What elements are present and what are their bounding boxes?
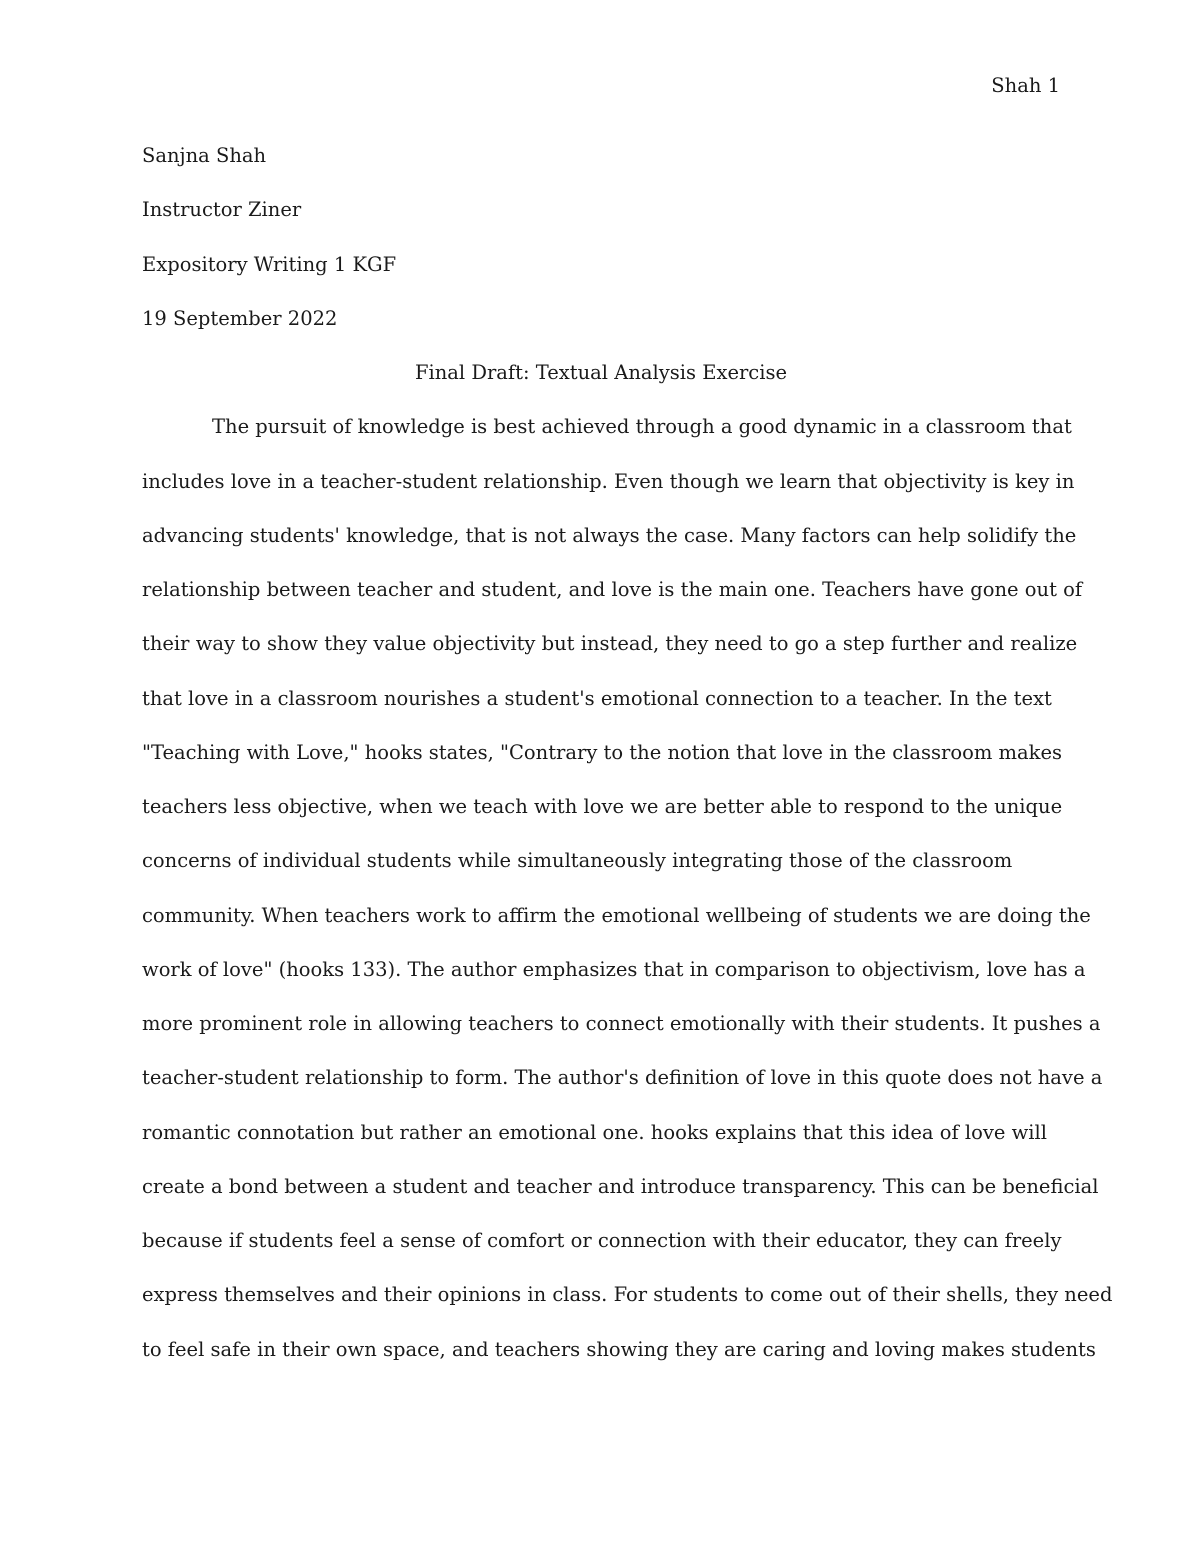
paragraph-line: that love in a classroom nourishes a student's emotional connection to a teacher. In the text [142, 686, 1052, 710]
course-name: Expository Writing 1 KGF [142, 252, 397, 276]
paragraph-line: relationship between teacher and student, and love is the main one. Teachers have gone out of [142, 578, 1083, 601]
body-paragraph [142, 413, 1113, 1390]
paragraph-line: advancing students' knowledge, that is not always the case. Many factors can help solidify the [142, 523, 1077, 547]
paragraph-line: more prominent role in allowing teachers to connect emotionally with their students. It pushes a [142, 1012, 1101, 1035]
paragraph-line: teacher-student relationship to form. The author's definition of love in this quote does not have a [142, 1066, 1103, 1090]
paragraph-line: concerns of individual students while simultaneously integrating those of the classroom [142, 849, 1013, 873]
paragraph-line: romantic connotation but rather an emotional one. hooks explains that this idea of love will [142, 1120, 1047, 1144]
essay-title: Final Draft: Textual Analysis Exercise [414, 361, 788, 384]
instructor-name: Instructor Ziner [142, 198, 302, 222]
paragraph-line: express themselves and their opinions in class. For students to come out of their shells, they need [142, 1283, 1113, 1307]
paragraph-line: to feel safe in their own space, and teachers showing they are caring and loving makes students [142, 1337, 1096, 1361]
paragraph-line: work of love" (hooks 133). The author emphasizes that in comparison to objectivism, love has a [142, 957, 1086, 981]
paragraph-line: because if students feel a sense of comfort or connection with their educator, they can freely [142, 1229, 1062, 1252]
paragraph-line: teachers less objective, when we teach with love we are better able to respond to the unique [142, 795, 1063, 818]
student-name: Sanjna Shah [142, 144, 267, 167]
paragraph-line: The pursuit of knowledge is best achieved through a good dynamic in a classroom that [212, 415, 1072, 439]
paragraph-line: community. When teachers work to affirm the emotional wellbeing of students we are doing the [142, 903, 1091, 927]
running-head: Shah 1 [991, 74, 1060, 97]
paragraph-line: create a bond between a student and teacher and introduce transparency. This can be beneficial [142, 1174, 1099, 1198]
submission-date: 19 September 2022 [142, 306, 338, 330]
document-body [142, 142, 1113, 1390]
paragraph-line: their way to show they value objectivity but instead, they need to go a step further and realize [142, 632, 1078, 656]
paragraph-line: includes love in a teacher-student relationship. Even though we learn that objectivity is key in [142, 469, 1075, 493]
paragraph-line: "Teaching with Love," hooks states, "Contrary to the notion that love in the classroom makes [142, 740, 1062, 764]
